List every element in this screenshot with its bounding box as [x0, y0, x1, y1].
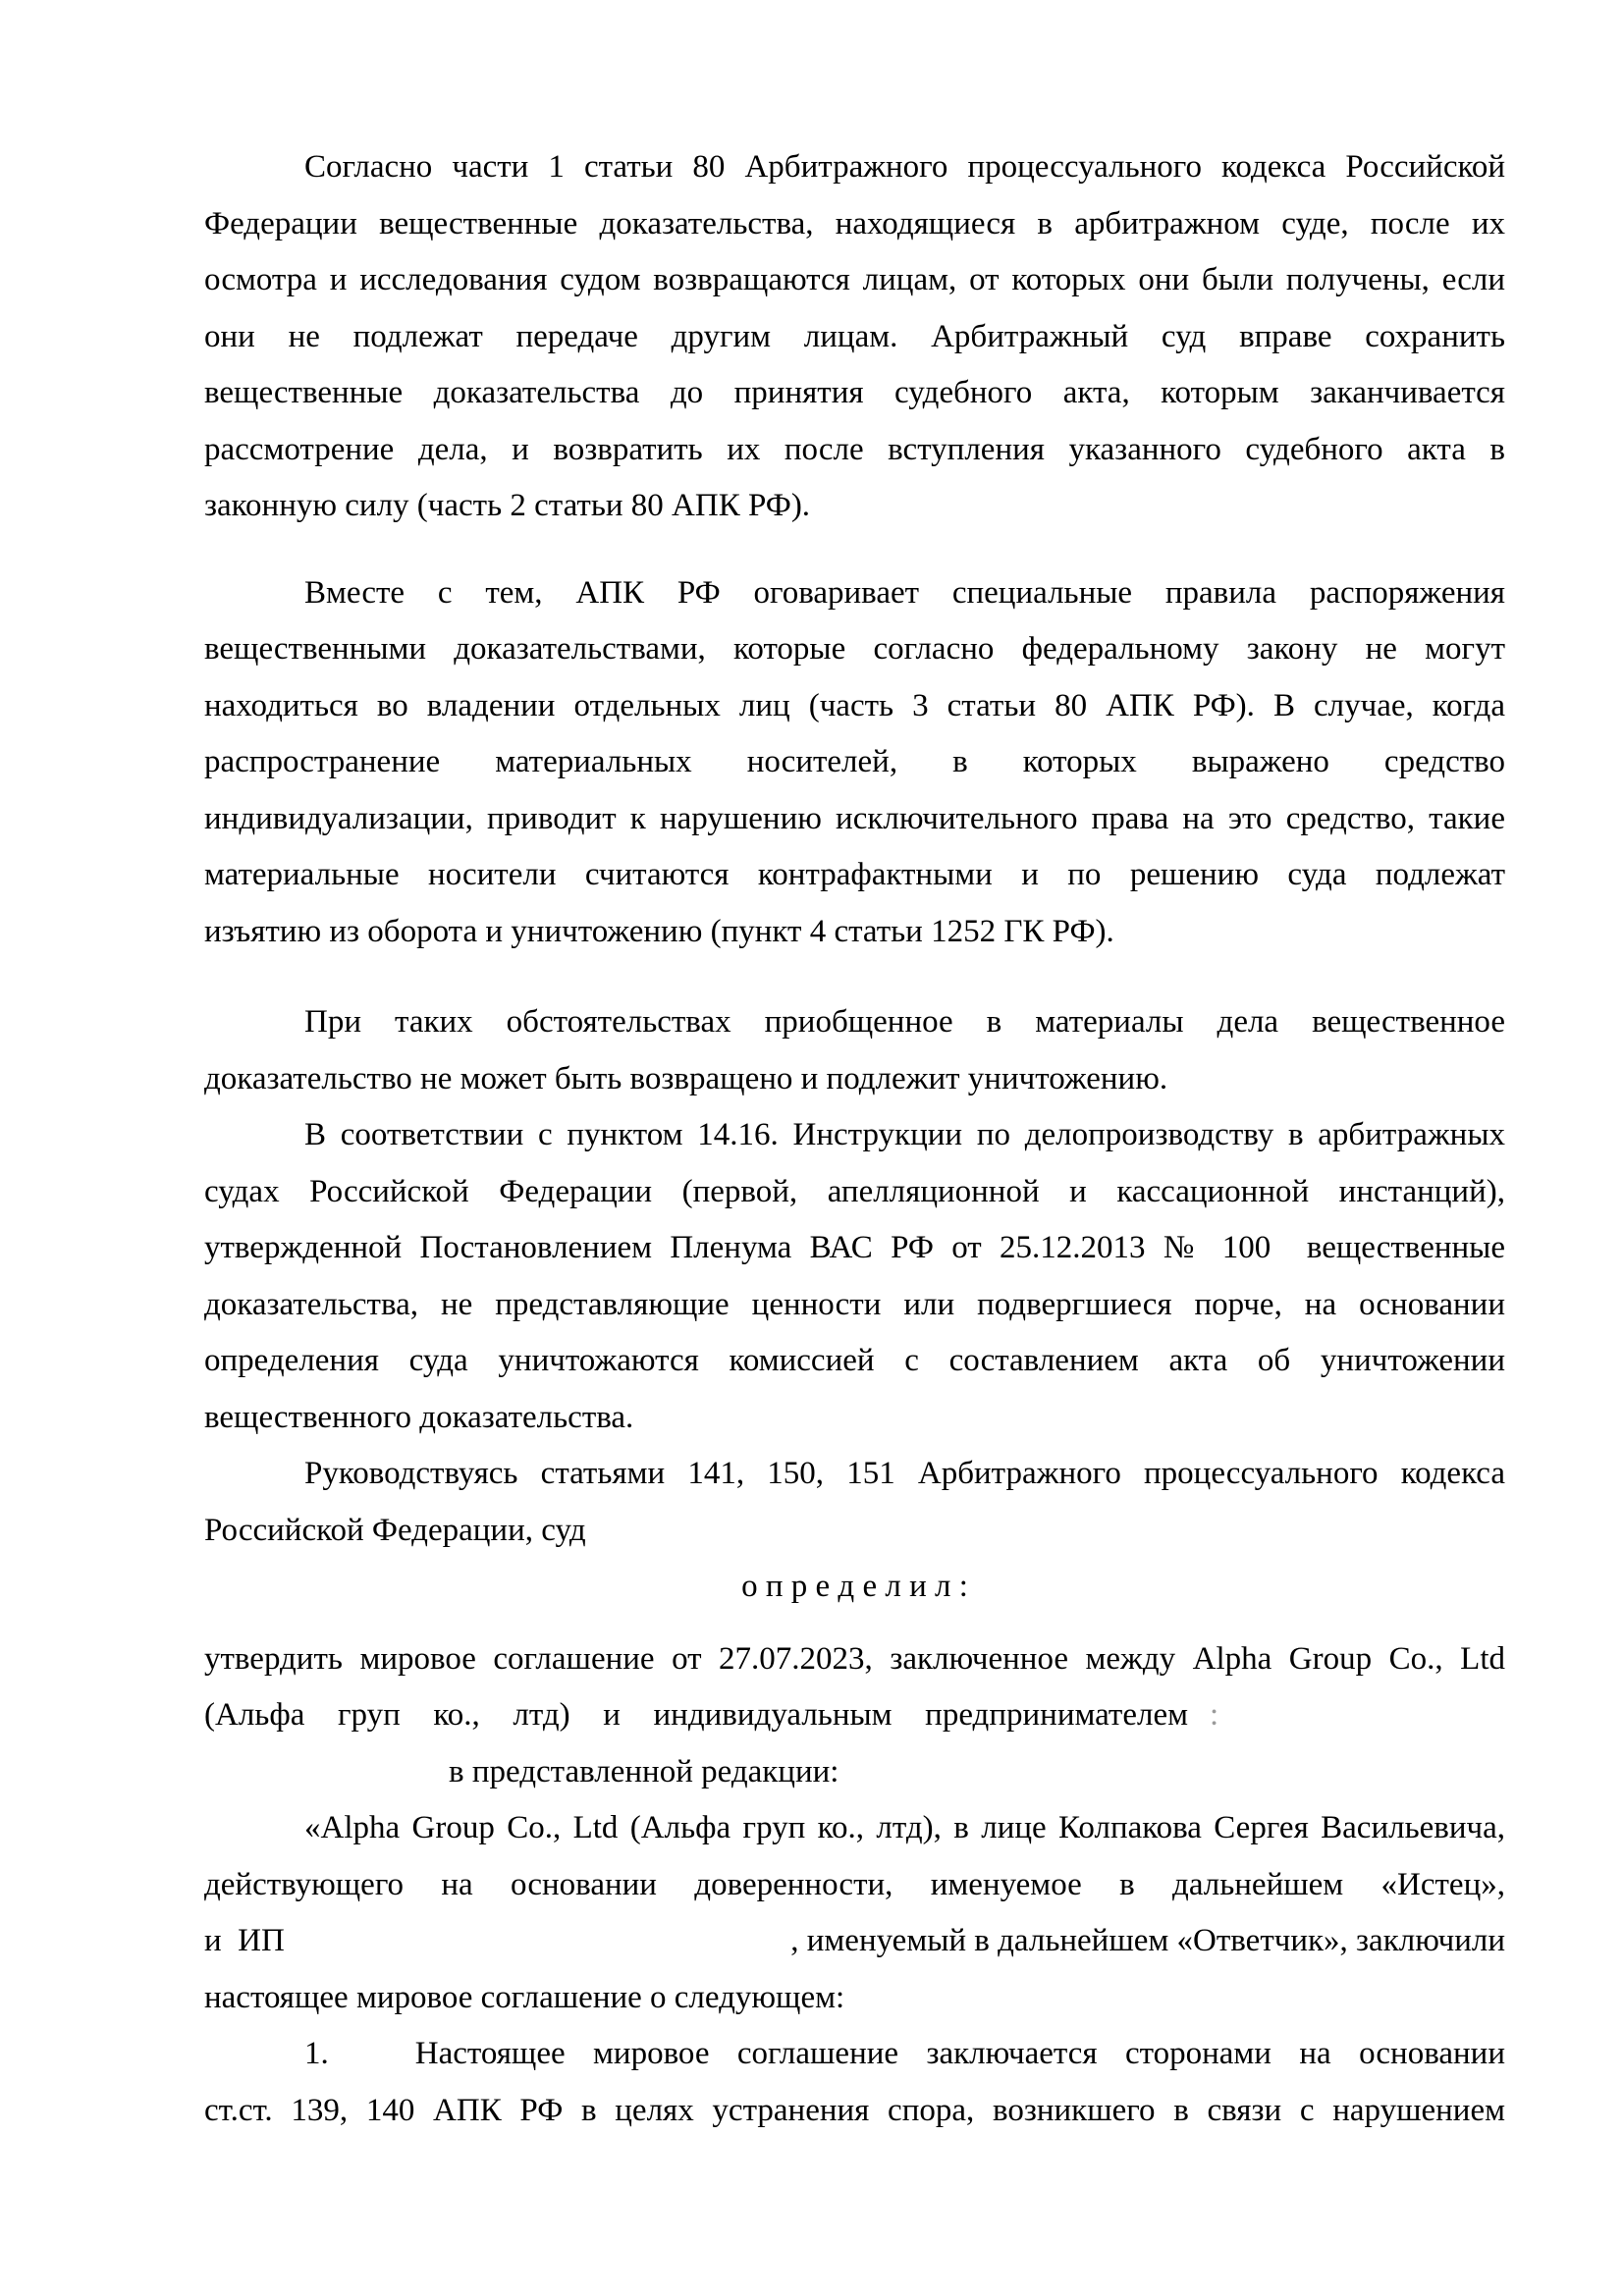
list-number: 1. — [304, 2036, 329, 2071]
text-line: доказательство не может быть возвращено и подлежит уничтожению. — [204, 1060, 1168, 1096]
paragraph — [204, 1800, 1505, 2026]
text-line: действующего на основании доверенности, именуемое в дальнейшем «Истец», — [204, 1866, 1505, 1902]
text-line: индивидуализации, приводит к нарушению исключительного права на это средство, такие — [204, 800, 1505, 836]
text-line: распространение материальных носителей, в которых выражено средство — [204, 744, 1505, 779]
text-line: доказательства, не представляющие ценности или подвергшиеся порче, на основании — [204, 1286, 1505, 1322]
text-line: вещественными доказательствами, которые согласно федеральному закону не могут — [204, 631, 1505, 667]
text-line — [204, 1687, 1505, 1744]
text-line: утвердить мировое соглашение от 27.07.2023, заключенное между Alpha Group Co., Ltd — [204, 1640, 1505, 1677]
text-line: настоящее мировое соглашение о следующем: — [204, 1979, 845, 2015]
text-line: В соответствии с пунктом 14.16. Инструкции по делопроизводству в арбитражных — [304, 1117, 1505, 1152]
paragraph — [204, 2026, 1505, 2139]
text-line: осмотра и исследования судом возвращаются лицам, от которых они были получены, если — [204, 262, 1505, 297]
text-line — [204, 2026, 1505, 2083]
ruling-keyword: о п р е д е л и л : — [741, 1569, 968, 1604]
text-segment: , именуемый в дальнейшем «Ответчик», заключили — [790, 1923, 1505, 1958]
text-line: Российской Федерации, суд — [204, 1512, 586, 1548]
text-line: При таких обстоятельствах приобщенное в материалы дела вещественное — [304, 1004, 1505, 1040]
text-line: Вместе с тем, АПК РФ оговаривает специальные правила распоряжения — [304, 574, 1505, 611]
text-segment: и ИП — [204, 1923, 285, 1958]
text-segment: Настоящее мировое соглашение заключается сторонами на основании — [414, 2036, 1505, 2071]
paragraph — [204, 1631, 1505, 1801]
paragraph — [204, 1559, 1505, 1616]
text-line: рассмотрение дела, и возвратить их после вступления указанного судебного акта в — [204, 431, 1505, 467]
text-line: Согласно части 1 статьи 80 Арбитражного процессуального кодекса Российской — [304, 149, 1505, 185]
text-line: в представленной редакции: — [449, 1753, 839, 1789]
paragraph — [204, 994, 1505, 1107]
text-block — [204, 139, 1505, 2139]
text-line: Руководствуясь статьями 141, 150, 151 Арбитражного процессуального кодекса — [304, 1456, 1505, 1491]
paragraph — [204, 139, 1505, 535]
text-line: вещественные доказательства до принятия судебного акта, которым заканчивается — [204, 375, 1505, 410]
paragraph — [204, 1446, 1505, 1559]
text-line: вещественного доказательства. — [204, 1399, 634, 1435]
paragraph — [204, 1107, 1505, 1446]
redaction-remnant: : — [1210, 1697, 1219, 1733]
text-line: они не подлежат передаче другим лицам. Арбитражный суд вправе сохранить — [204, 318, 1505, 354]
text-line: Федерации вещественные доказательства, находящиеся в арбитражном суде, после их — [204, 205, 1505, 241]
text-line: находиться во владении отдельных лиц (часть 3 статьи 80 АПК РФ). В случае, когда — [204, 687, 1505, 723]
text-line: определения суда уничтожаются комиссией с составлением акта об уничтожении — [204, 1343, 1505, 1378]
text-line: «Alpha Group Co., Ltd (Альфа груп ко., лтд), в лице Колпакова Сергея Васильевича, — [304, 1810, 1505, 1845]
text-line: судах Российской Федерации (первой, апелляционной и кассационной инстанций), — [204, 1173, 1505, 1209]
text-line: ст.ст. 139, 140 АПК РФ в целях устранения спора, возникшего в связи с нарушением — [204, 2092, 1505, 2128]
text-segment: (Альфа груп ко., лтд) и индивидуальным предпринимателем — [204, 1697, 1188, 1733]
text-line — [204, 1913, 1505, 1970]
text-line: утвержденной Постановлением Пленума ВАС РФ от 25.12.2013 № 100 вещественные — [204, 1230, 1505, 1265]
text-line: законную силу (часть 2 статьи 80 АПК РФ). — [204, 488, 811, 523]
text-line: изъятию из оборота и уничтожению (пункт 4 статьи 1252 ГК РФ). — [204, 913, 1114, 949]
paragraph — [204, 565, 1505, 961]
text-line: материальные носители считаются контрафактными и по решению суда подлежат — [204, 857, 1505, 892]
